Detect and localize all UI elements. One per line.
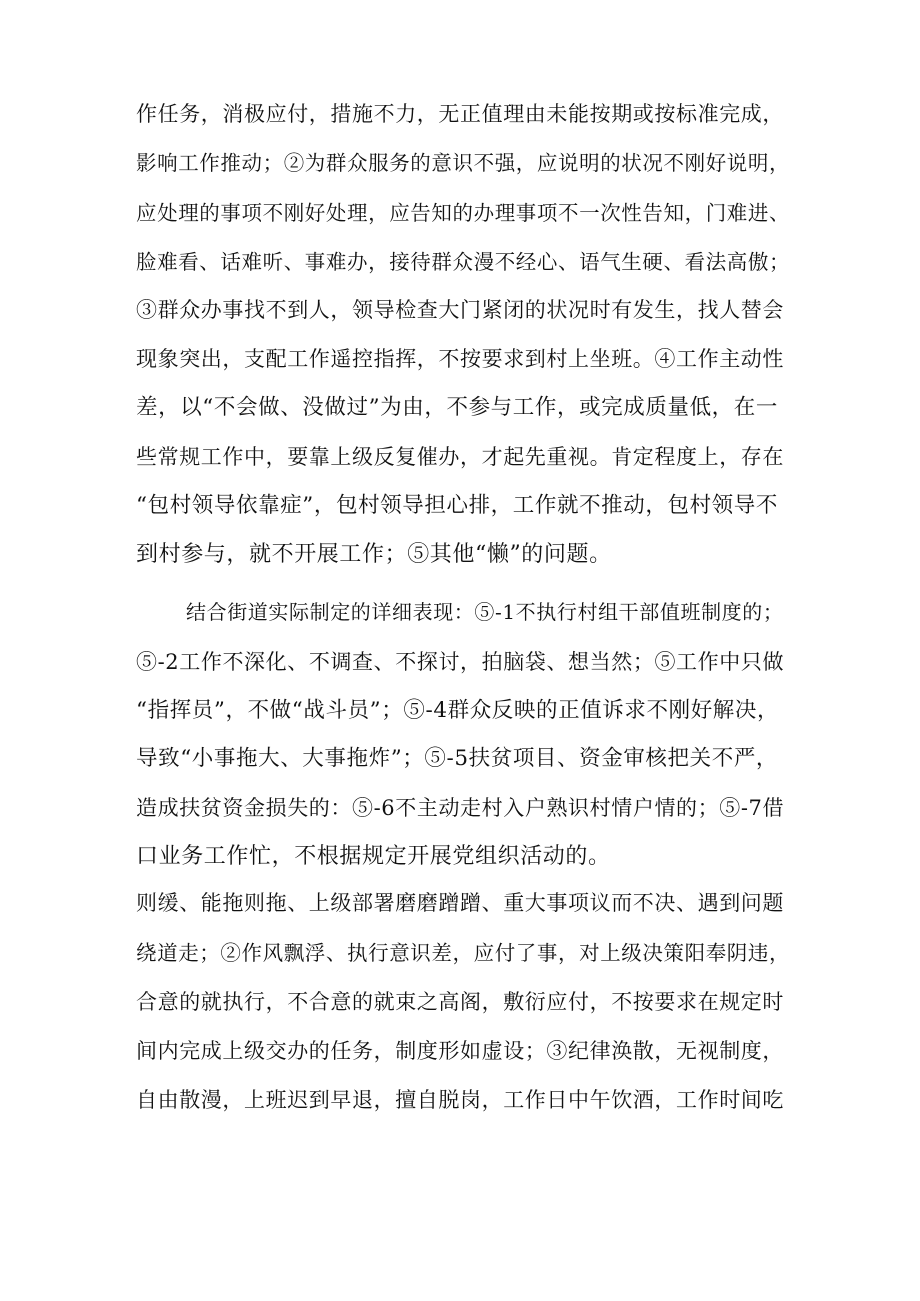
paragraph-2-line: 造成扶贫资金损失的：⑤-6不主动走村入户熟识村情户情的；⑤-7借 xyxy=(136,796,785,820)
paragraph-1-line: 作任务，消极应付，措施不力，无正值理由未能按期或按标准完成， xyxy=(136,102,784,126)
paragraph-3-line: 自由散漫，上班迟到早退，擅自脱岗，工作日中午饮酒，工作时间吃 xyxy=(136,1088,784,1112)
paragraph-1-line: 到村参与，就不开展工作；⑤其他“懒”的问题。 xyxy=(136,542,612,567)
paragraph-1-line: 影响工作推动；②为群众服务的意识不强，应说明的状况不刚好说明， xyxy=(136,151,791,175)
paragraph-1-line: 差，以“不会做、没做过”为由，不参与工作，或完成质量低，在一 xyxy=(136,395,778,420)
paragraph-3-line: 绕道走；②作风飘浮、执行意识差，应付了事，对上级决策阳奉阴违， xyxy=(136,941,791,965)
paragraph-2-line: 导致“小事拖大、大事拖炸”；⑤-5扶贫项目、资金审核把关不严， xyxy=(136,746,779,771)
paragraph-1-line: ③群众办事找不到人，领导检查大门紧闭的状况时有发生，找人替会 xyxy=(136,298,784,322)
paragraph-1-line: 现象突出，支配工作遥控指挥，不按要求到村上坐班。④工作主动性 xyxy=(136,347,784,371)
paragraph-2-line: 结合街道实际制定的详细表现：⑤-1不执行村组干部值班制度的； xyxy=(186,600,784,624)
paragraph-1-line: “包村领导依靠症”，包村领导担心排，工作就不推动，包村领导不 xyxy=(136,493,778,518)
paragraph-3-line: 间内完成上级交办的任务，制度形如虚设；③纪律涣散，无视制度， xyxy=(136,1039,784,1063)
paragraph-2-line: “指挥员”，不做“战斗员”；⑤-4群众反映的正值诉求不刚好解决， xyxy=(136,698,780,723)
paragraph-2-line: 口业务工作忙，不根据规定开展党组织活动的。 xyxy=(136,844,611,869)
paragraph-3-line: 合意的就执行，不合意的就束之高阁，敷衍应付，不按要求在规定时 xyxy=(136,990,784,1014)
paragraph-1-line: 应处理的事项不刚好处理，应告知的办理事项不一次性告知，门难进、 xyxy=(136,201,791,225)
paragraph-1-line: 脸难看、话难听、事难办，接待群众漫不经心、语气生硬、看法高傲； xyxy=(136,250,791,274)
paragraph-1-line: 些常规工作中，要靠上级反复催办，才起先重视。肯定程度上，存在 xyxy=(136,445,784,469)
paragraph-2-line: ⑤-2工作不深化、不调查、不探讨，拍脑袋、想当然；⑤工作中只做 xyxy=(136,650,785,674)
paragraph-3-line: 则缓、能拖则拖、上级部署磨磨蹭蹭、重大事项议而不决、遇到问题 xyxy=(136,891,784,915)
